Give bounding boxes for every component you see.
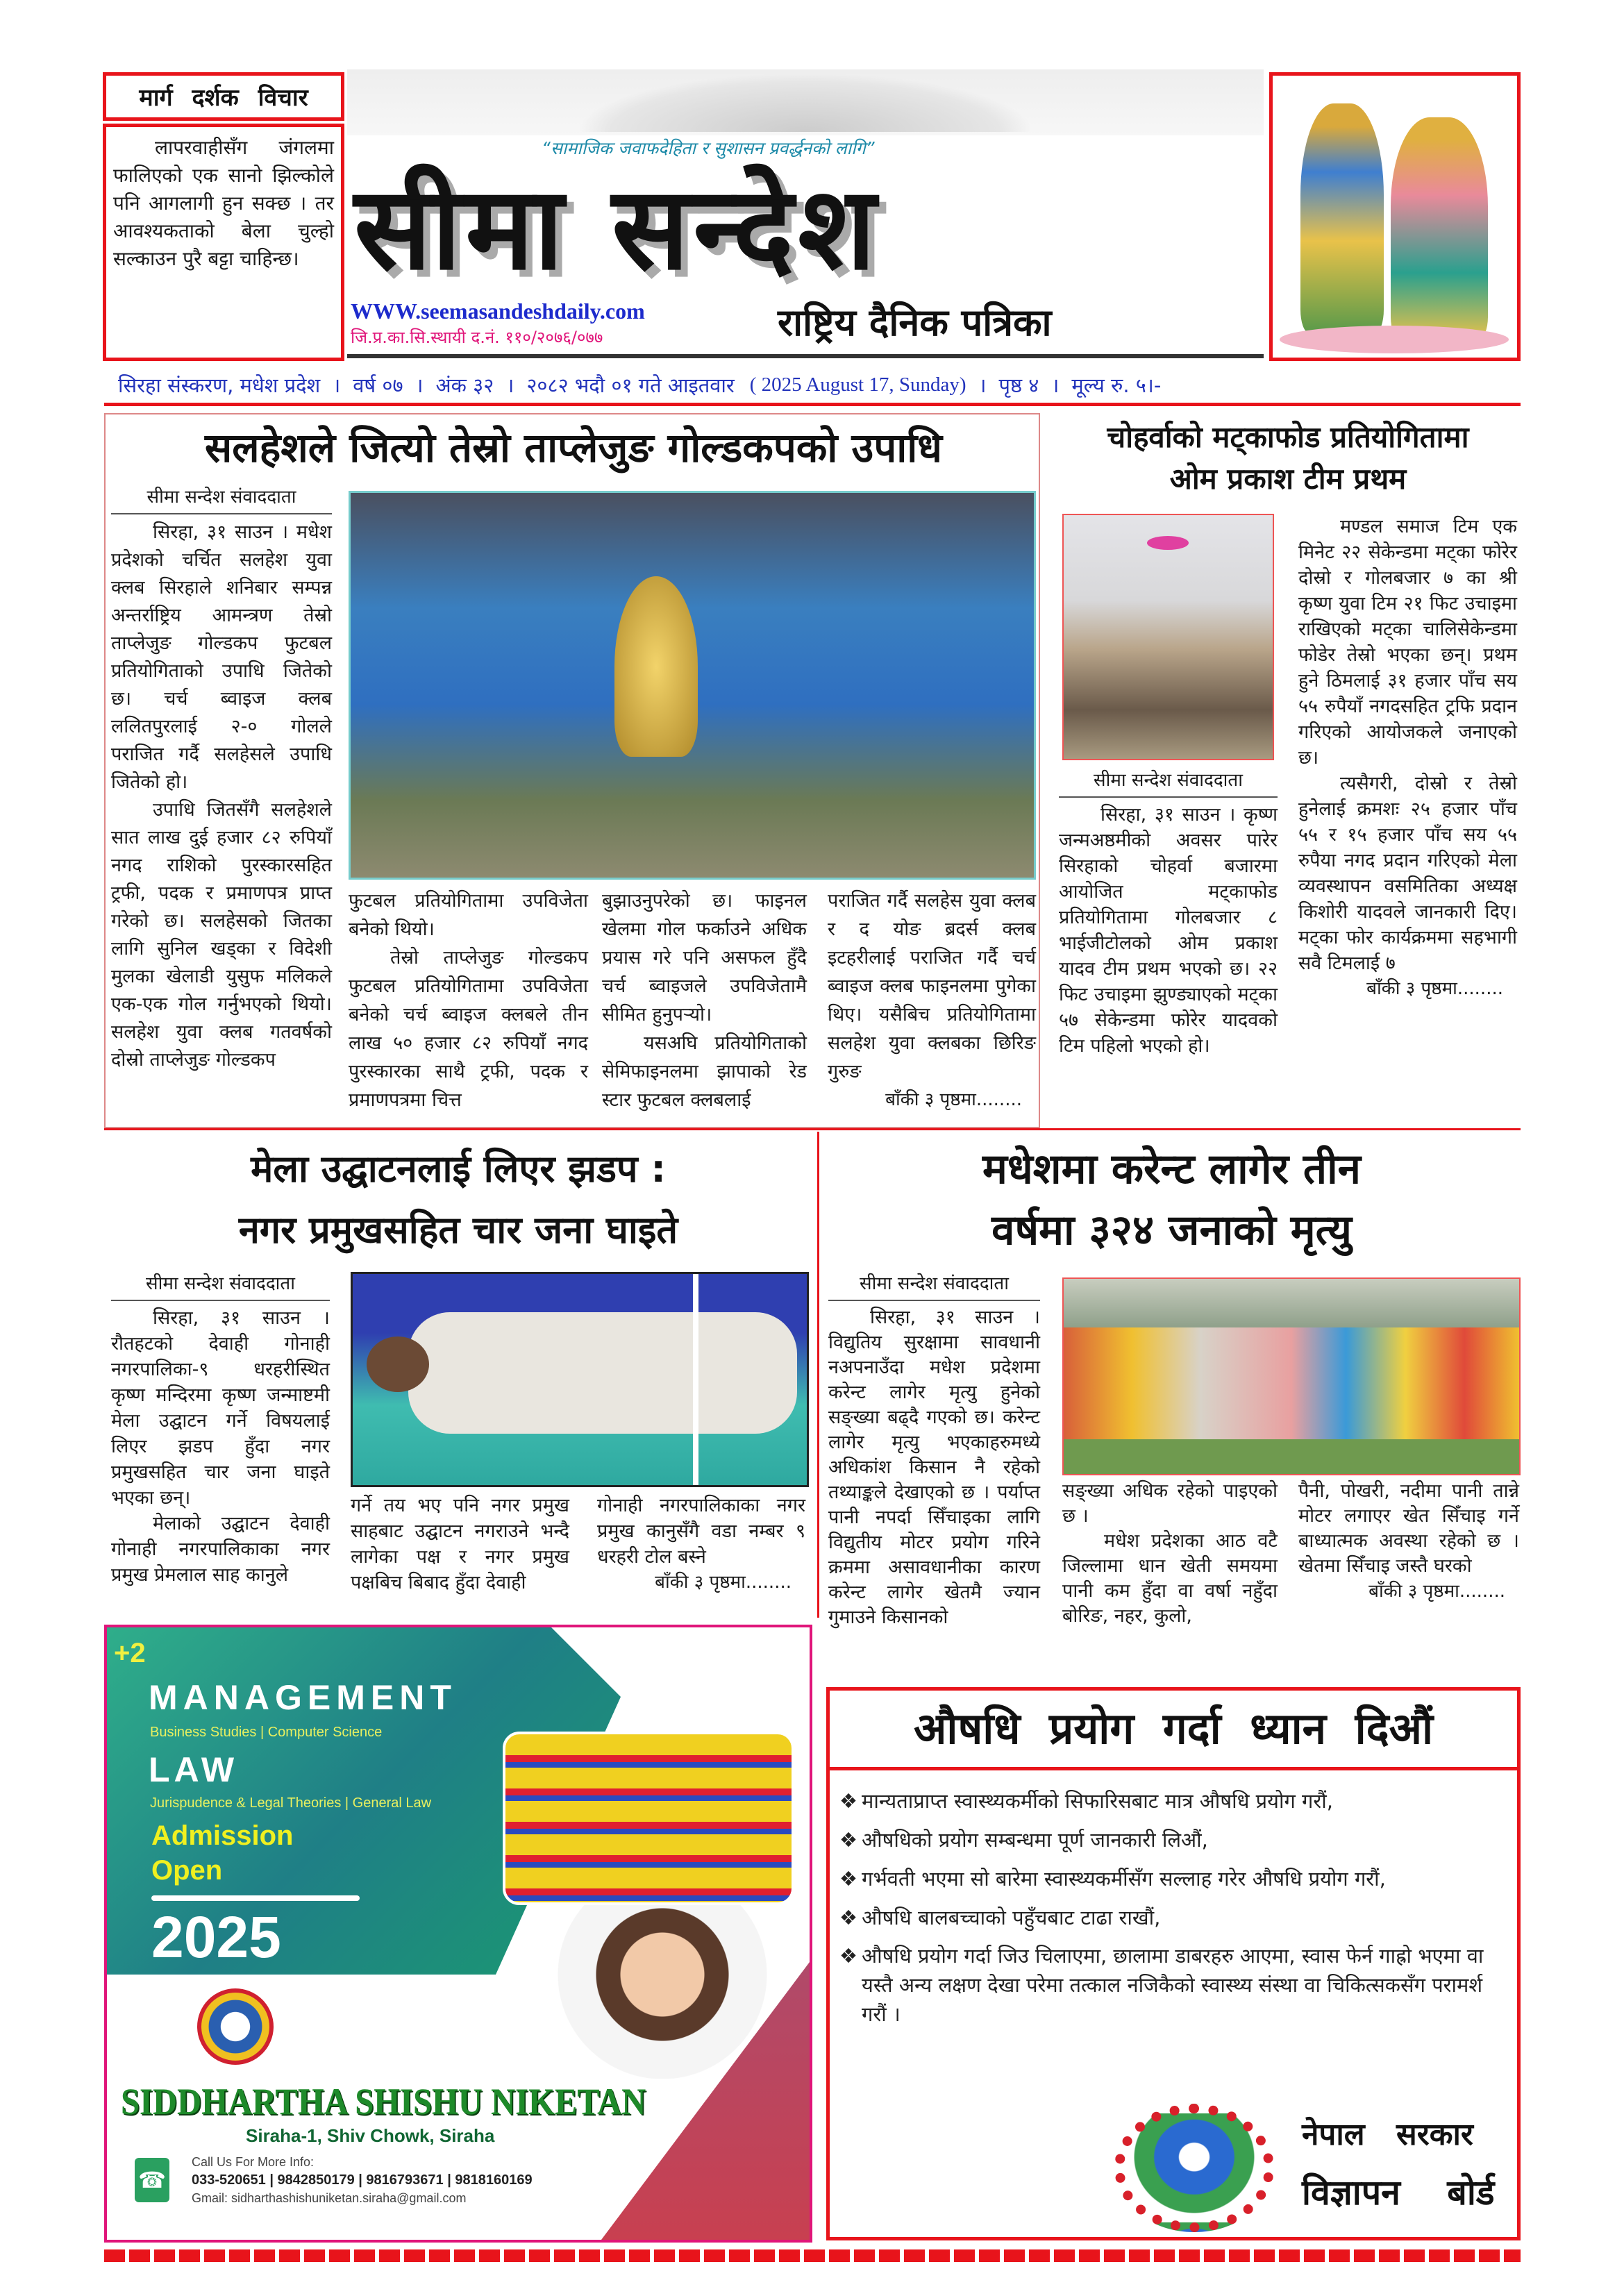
nepal-emblem (1114, 2104, 1274, 2232)
paper-subtitle: राष्ट्रिय दैनिक पत्रिका (778, 301, 1052, 344)
date-english: ( 2025 August 17, Sunday) (749, 373, 966, 396)
paragraph: त्यसैगरी, दोस्रो र तेस्रो हुनेलाई क्रमशः २५ हजार पाँच ५५ र १५ हजार पाँच सय ५५ रुपैया नगद प्रदान गरिएको मेला व्यवस्थापन वसमितिका अध्यक्ष किशोरी यादवले जानकारी दिए। मट्का फोर कार्यक्रममा सहभागी सवै टिमलाई ७ (1298, 773, 1517, 974)
football-team-photo (349, 491, 1036, 880)
byline: सीमा सन्देश संवाददाता (111, 484, 332, 514)
continued-link[interactable]: बाँकी ३ पृष्ठमा........ (1368, 1581, 1505, 1602)
story-matkafod (1055, 417, 1521, 1125)
paragraph: सङ्ख्या अधिक रहेको पाइएको छ । (1062, 1480, 1278, 1527)
paragraph: पैनी, पोखरी, नदीमा पानी तान्ने मोटर लगाएर खेत सिँचाइ गर्ने बाध्यात्मक अवस्था रहेको छ । खेतमा सिँचाइ जस्तै घरको (1298, 1480, 1519, 1577)
separator: । (415, 373, 424, 397)
advice-item: ❖ औषधि प्रयोग गर्दा जिउ चिलाएमा, छालामा डाबरहरु आएमा, स्वास फेर्न गाह्रो भएमा वा यस्तै अन्य लक्षण देखा परेमा तत्काल नजिकैको स्वास्थ्य संस्था वा चिकित्सकसँग परामर्श गरौं । (839, 1944, 1484, 2026)
dateline-rule (104, 403, 1521, 406)
school-name: SIDDHARTHA SHISHU NIKETAN (121, 2081, 646, 2122)
continued-link[interactable]: बाँकी ३ पृष्ठमा........ (1366, 978, 1503, 999)
medicine-awareness-ad (826, 1687, 1521, 2240)
story-mela-clash (104, 1139, 812, 1618)
paragraph: सिरहा, ३१ साउन । मधेश प्रदेशको चर्चित सलहेश युवा क्लब सिरहाले शनिबार सम्पन्न अन्तर्राष्ट्रिय आमन्त्रण तेस्रो ताप्लेजुङ गोल्डकप फुटबल प्रतियोगिताको उपाधि जितेको छ। चर्च ब्वाइज क्लब ललितपुरलाई २-० गोलले पराजित गर्दै सलहेसले उपाधि जितेको हो। (111, 521, 332, 793)
column-1 (111, 484, 332, 1074)
story-salhesh (104, 413, 1040, 1128)
signature-gov: नेपाल सरकार (1302, 2117, 1473, 2152)
thought-box-title (103, 72, 344, 121)
column-4 (828, 887, 1036, 1114)
column-2 (1298, 514, 1517, 1002)
management-subjects: Business Studies | Computer Science (150, 1725, 383, 1740)
edition: सिरहा संस्करण, मधेश प्रदेश (118, 373, 321, 397)
management-label: MANAGEMENT (149, 1678, 457, 1717)
paper-title: सीमा सन्देश (354, 162, 880, 295)
price: मूल्य रु. ५।- (1071, 373, 1162, 397)
divider (104, 1128, 1521, 1130)
injured-mayor-photo (351, 1272, 809, 1487)
school-contact (192, 2154, 533, 2206)
headline: चोहर्वाको मट्काफोड प्रतियोगितामा ओम प्रकाश टीम प्रथम (1107, 420, 1469, 496)
separator: । (1051, 373, 1060, 397)
separator: । (506, 373, 514, 397)
column-1 (1059, 767, 1278, 1059)
column-3 (602, 887, 807, 1114)
separator: । (978, 373, 987, 397)
column-3 (1298, 1479, 1519, 1604)
thought-box (103, 124, 344, 361)
phone-numbers[interactable]: 033-520651 | 9842850179 | 9816793671 | 9818160169 (192, 2172, 533, 2188)
continued-link[interactable]: बाँकी ३ पृष्ठमा........ (655, 1572, 792, 1593)
tagline: “सामाजिक जवाफदेहिता र सुशासन प्रवर्द्धनको लागि” (542, 138, 875, 158)
bottom-border (104, 2249, 1521, 2262)
student-photo (537, 1905, 787, 2079)
headline: सलहेशले जित्यो तेस्रो ताप्लेजुङ गोल्डकपको उपाधि (205, 424, 942, 471)
paragraph: मण्डल समाज टिम एक मिनेट २२ सेकेन्डमा मट्का फोरेर दोस्रो र गोलबजार ७ का श्री कृष्ण युवा टिम २१ फिट उचाइमा राखिएको मट्का चालिसेकेन्डमा फोडेर तेस्रो भएका छन्। प्रथम हुने ठिमलाई ३१ हजार पाँच सय ५५ रुपैयाँ नगदसहित ट्रफि प्रदान गरिएको आयोजकले जनाएको छ। (1298, 516, 1517, 769)
paragraph: पराजित गर्दै सलहेस युवा क्लब र द योङ ब्रदर्स क्लब इटहरीलाई पराजित गर्दै चर्च ब्वाइज क्लब फाइनलमा पुगेका थिए। यसैबिच प्रतियोगितामा सलहेश युवा क्लबका छिरिङ गुरुङ (828, 890, 1036, 1082)
issue: अंक ३२ (435, 373, 494, 397)
column-2 (1062, 1479, 1278, 1629)
paragraph: गर्ने तय भए पनि नगर प्रमुख साहबाट उद्घाटन नगराउने भन्दै लागेका पक्ष र नगर प्रमुख पक्षबिच बिबाद हुँदा देवाही (351, 1495, 569, 1593)
phone-icon: ☎ (135, 2158, 169, 2202)
column-3 (597, 1493, 805, 1595)
paragraph: तेस्रो ताप्लेजुङ गोल्डकप फुटबल प्रतियोगितामा उपविजेता बनेको चर्च ब्वाइज क्लबले तीन लाख ५० हजार ८२ रुपियाँ नगद पुरस्कारका साथै ट्रफी, पदक र प्रमाणपत्रमा चित्त (349, 947, 588, 1111)
paragraph: उपाधि जितसँगै सलहेशले सात लाख दुई हजार ८२ रुपियाँ नगद राशिको पुरस्कारसहित ट्रफी, पदक र प्रमाणपत्र प्राप्त गरेको छ। सलहेसको जितका लागि सुनिल खड्का र विदेशी मुलका खेलाडी युसुफ मलिकले एक-एक गोल गर्नुभएको थियो। सलहेश युवा क्लब गतवर्षको दोस्रो ताप्लेजुङ गोल्डकप (111, 799, 332, 1071)
continued-link[interactable]: बाँकी ३ पृष्ठमा........ (885, 1089, 1022, 1110)
school-address: Siraha-1, Shiv Chowk, Siraha (246, 2125, 495, 2146)
dateline (118, 369, 1521, 400)
thought-title: मार्ग दर्शक विचार (139, 84, 308, 112)
open-label: Open (151, 1855, 223, 1886)
byline: सीमा सन्देश संवाददाता (111, 1271, 330, 1301)
paragraph: गोनाही नगरपालिकाका नगर प्रमुख कानुसँगै वडा नम्बर ९ धरहरी टोल बस्ने (597, 1495, 805, 1568)
headline: मेला उद्घाटनलाई लिएर झडप : नगर प्रमुखसहित चार जना घाइते (238, 1147, 678, 1252)
paragraph: बुझाउनुपरेको छ। फाइनल खेलमा गोल फर्काउने अधिक प्रयास गरे पनि असफल हुँदै चर्च ब्वाइजले उपविजेतामै सीमित हुनुपर्‍यो। (602, 890, 807, 1025)
ad-title: औषधि प्रयोग गर्दा ध्यान दिऔं (830, 1691, 1517, 1770)
matka-competition-photo (1062, 514, 1274, 760)
school-logo (197, 1988, 274, 2065)
byline: सीमा सन्देश संवाददाता (1059, 767, 1278, 798)
admission-label: Admission (151, 1820, 294, 1851)
paragraph: सिरहा, ३१ साउन । कृष्ण जन्मअष्ठमीको अवसर पारेर सिरहाको चोहर्वा बजारमा आयोजित मट्काफोड प्रतियोगितामा गोलबजार ८ भाईजीटोलको ओम प्रकाश यादव टीम प्रथम भएको छ। २२ फिट उचाइमा झुण्ड्याएको मट्का ५७ सेकेन्डमा फोरेर यादवको टिम पहिलो भएको हो। (1059, 804, 1278, 1057)
paragraph: सिरहा, ३१ साउन । विद्युतिय सुरक्षामा सावधानी नअपनाउँदा मधेश प्रदेशमा करेन्ट लागेर मृत्यु हुनेको सङ्ख्या बढ्दै गएको छ। करेन्ट लागेर मृत्यु भएकाहरुमध्ये अधिकांश किसान नै रहेको तथ्याङ्कले देखाएको छ । पर्याप्त पानी नपर्दा सिँचाइका लागि विद्युतीय मोटर प्रयोग गरिने क्रममा असावधानीका कारण करेन्ट लागेर खेतमै ज्यान गुमाउने किसानको (828, 1307, 1040, 1628)
plus2-label: +2 (114, 1638, 146, 1668)
column-2 (351, 1493, 569, 1595)
paragraph: मेलाको उद्घाटन देवाही गोनाही नगरपालिकाका नगर प्रमुख प्रेमलाल साह कानुले (111, 1513, 330, 1586)
volume: वर्ष ०७ (353, 373, 403, 397)
masthead (347, 69, 1264, 361)
krishna-radha-image (1269, 72, 1521, 361)
website-link[interactable]: WWW.seemasandeshdaily.com (351, 299, 645, 324)
date-nepali: २०८२ भदौ ०१ गते आइतवार (526, 373, 735, 397)
column-1 (111, 1271, 330, 1588)
school-admission-ad[interactable] (104, 1625, 812, 2243)
paragraph: फुटबल प्रतियोगितामा उपविजेता बनेको थियो। (349, 890, 588, 940)
paragraph: मधेश प्रदेशका आठ वटै जिल्लामा धान खेती समयमा पानी कम हुँदा वा वर्षा नहुँदा बोरिङ, नहर, कुलो, (1062, 1530, 1278, 1627)
crowd-field-photo (1062, 1277, 1521, 1475)
advice-item: ❖ मान्यताप्राप्त स्वास्थ्यकर्मीको सिफारिसबाट मात्र औषधि प्रयोग गरौं, (839, 1789, 1333, 1813)
advice-item: ❖ औषधिको प्रयोग सम्बन्धमा पूर्ण जानकारी लिऔं, (839, 1828, 1208, 1852)
signature-board: विज्ञापन बोर्ड (1302, 2172, 1495, 2213)
divider-vertical (817, 1132, 819, 1618)
thought-text: लापरवाहीसँग जंगलमा फालिएको एक सानो झिल्कोले पनि आगलागी हुन सक्छ । तर आवश्यकताको बेला चुल्हो सल्काउन पुरै बट्टा चाहिन्छ। (113, 136, 334, 270)
law-label: LAW (149, 1750, 239, 1789)
headline: मधेशमा करेन्ट लागेर तीन वर्षमा ३२४ जनाको मृत्यु (982, 1145, 1361, 1255)
ornament (347, 69, 1264, 135)
masthead-rule (347, 354, 1264, 358)
law-subjects: Jurispudence & Legal Theories | General Law (150, 1795, 432, 1811)
story-electrocution (823, 1139, 1521, 1687)
registration-number: जि.प्र.का.सि.स्थायी द.नं. ११०/२०७६/०७७ (351, 328, 603, 347)
year-label: 2025 (151, 1904, 281, 1970)
column-1 (828, 1271, 1040, 1630)
paragraph: सिरहा, ३१ साउन । रौतहटको देवाही गोनाही नगरपालिका-९ धरहरीस्थित कृष्ण मन्दिरमा कृष्ण जन्माष्टमी मेला उद्घाटन गर्ने विषयलाई लिएर झडप हुँदा नगर प्रमुखसहित चार जना घाइते भएका छन्। (111, 1307, 330, 1509)
advice-list (830, 1770, 1517, 2029)
page-number: पृष्ठ ४ (998, 373, 1039, 397)
call-label: Call Us For More Info: (192, 2155, 315, 2169)
column-2 (349, 887, 588, 1114)
byline: सीमा सन्देश संवाददाता (828, 1271, 1040, 1301)
paragraph: यसअघि प्रतियोगिताको सेमिफाइनलमा झापाको रेड स्टार फुटबल क्लबलाई (602, 1032, 807, 1111)
advice-item: ❖ औषधि बालबच्चाको पहुँचबाट टाढा राखौं, (839, 1906, 1161, 1929)
email[interactable]: Gmail: sidharthashishuniketan.siraha@gmail.com (192, 2191, 467, 2205)
advice-item: ❖ गर्भवती भएमा सो बारेमा स्वास्थ्यकर्मीसँग सल्लाह गरेर औषधि प्रयोग गरौं, (839, 1867, 1386, 1891)
separator: । (333, 373, 341, 397)
school-building-photo (503, 1732, 794, 1905)
